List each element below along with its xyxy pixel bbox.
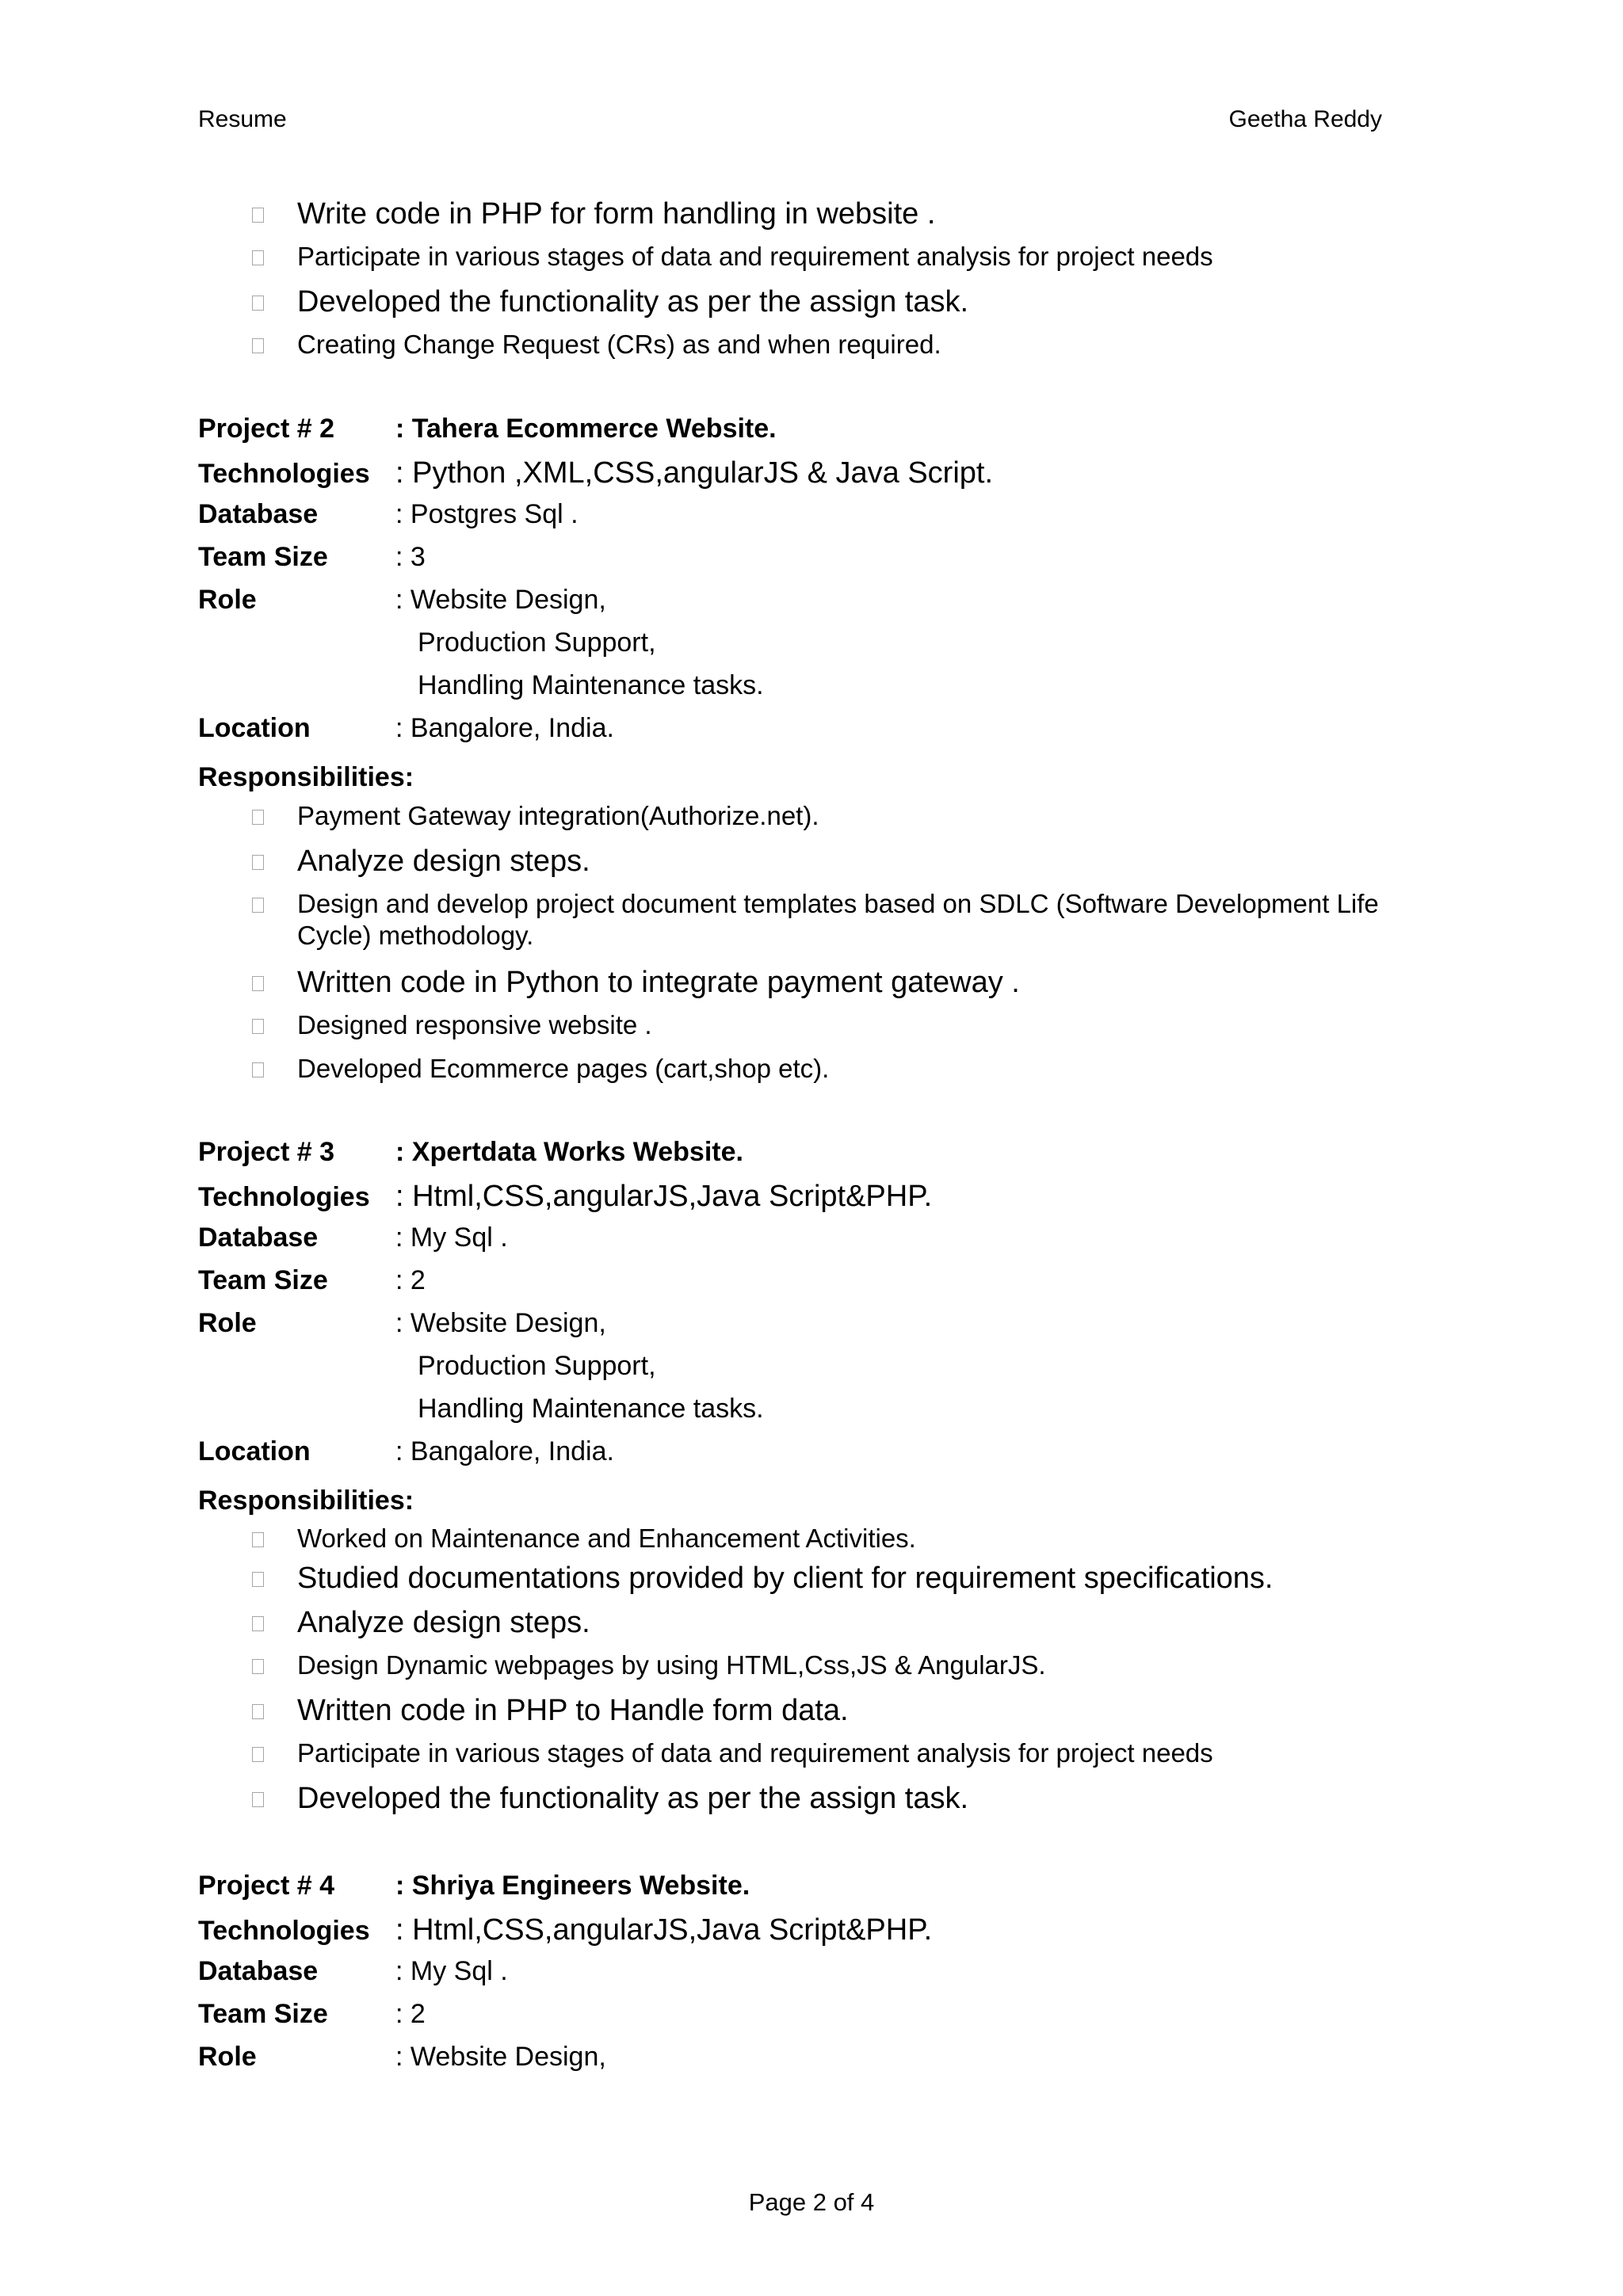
project-4-section — [198, 1871, 1466, 2084]
role-value: Production Support, — [418, 627, 656, 658]
list-item: Designed responsive website . — [198, 1009, 1442, 1053]
list-item: Design Dynamic webpages by using HTML,Css,JS & AngularJS. — [198, 1650, 1442, 1693]
location-label: Location — [198, 713, 311, 743]
project-label: Project # 2 — [198, 414, 334, 444]
database-label: Database — [198, 1222, 319, 1253]
location-value: : Bangalore, India. — [395, 1436, 614, 1466]
database-row — [198, 1222, 1466, 1265]
project-title-row — [198, 414, 1466, 456]
database-label: Database — [198, 499, 319, 529]
technologies-value: : Html,CSS,angularJS,Java Script&PHP. — [395, 1913, 933, 1947]
list-item: Analyze design steps. — [198, 844, 1442, 888]
list-item: Participate in various stages of data and requirement analysis for project needs — [198, 1737, 1442, 1781]
technologies-value: : Python ,XML,CSS,angularJS & Java Script. — [395, 456, 994, 490]
role-value: : Website Design, — [395, 585, 606, 615]
location-label: Location — [198, 1436, 311, 1466]
role-label: Role — [198, 585, 257, 615]
role-value: Handling Maintenance tasks. — [418, 1394, 764, 1424]
location-row — [198, 713, 1466, 756]
list-item: Written code in Python to integrate payment gateway . — [198, 965, 1442, 1009]
page-number: Page 2 of 4 — [748, 2188, 875, 2216]
list-item: Analyze design steps. — [198, 1605, 1442, 1650]
list-item: Design and develop project document templates based on SDLC (Software Development Life Cycle) methodology. — [198, 888, 1442, 965]
bullet-box-icon — [252, 1792, 264, 1807]
role-value: : Website Design, — [395, 2042, 606, 2072]
role-row — [198, 1308, 1466, 1351]
bullet-box-icon — [252, 338, 264, 353]
technologies-row — [198, 1180, 1466, 1222]
bullet-box-icon — [252, 250, 264, 265]
project-2-section — [198, 414, 1466, 799]
bullet-box-icon — [252, 1659, 264, 1674]
responsibilities-heading: Responsibilities: — [198, 762, 414, 792]
team-size-label: Team Size — [198, 1265, 328, 1295]
role-value: Handling Maintenance tasks. — [418, 670, 764, 700]
team-size-value: : 3 — [395, 542, 426, 572]
list-item: Studied documentations provided by client for requirement specifications. — [198, 1561, 1442, 1605]
role-label: Role — [198, 2042, 257, 2072]
bullet-box-icon — [252, 1062, 264, 1077]
role-row-cont — [198, 1351, 1466, 1394]
technologies-label: Technologies — [198, 459, 370, 489]
role-value: Production Support, — [418, 1351, 656, 1381]
team-size-row — [198, 1265, 1466, 1308]
database-row — [198, 499, 1466, 542]
database-label: Database — [198, 1956, 319, 1986]
header-left: Resume — [198, 106, 287, 132]
project-name: : Xpertdata Works Website. — [395, 1137, 743, 1167]
header-right: Geetha Reddy — [1228, 106, 1382, 132]
list-item: Worked on Maintenance and Enhancement Activities. — [198, 1523, 1442, 1561]
role-row — [198, 2042, 1466, 2084]
bullet-box-icon — [252, 1747, 264, 1762]
bullet-box-icon — [252, 1616, 264, 1631]
role-row — [198, 585, 1466, 627]
list-item: Participate in various stages of data and requirement analysis for project needs — [198, 241, 1442, 284]
technologies-label: Technologies — [198, 1916, 370, 1946]
project-3-responsibilities — [198, 1523, 1442, 1825]
bullet-box-icon — [252, 208, 264, 223]
project-title-row — [198, 1871, 1466, 1913]
technologies-row — [198, 456, 1466, 499]
bullet-box-icon — [252, 855, 264, 870]
list-item: Developed the functionality as per the assign task. — [198, 1781, 1442, 1825]
bullet-box-icon — [252, 1532, 264, 1547]
role-row-cont — [198, 670, 1466, 713]
bullet-box-icon — [252, 898, 264, 913]
team-size-row — [198, 542, 1466, 585]
responsibilities-heading: Responsibilities: — [198, 1486, 414, 1516]
role-row-cont — [198, 627, 1466, 670]
location-row — [198, 1436, 1466, 1479]
bullet-box-icon — [252, 296, 264, 311]
role-value: : Website Design, — [395, 1308, 606, 1338]
list-item: Developed the functionality as per the assign task. — [198, 284, 1442, 329]
database-value: : My Sql . — [395, 1956, 508, 1986]
team-size-row — [198, 1999, 1466, 2042]
team-size-value: : 2 — [395, 1999, 426, 2029]
role-label: Role — [198, 1308, 257, 1338]
project-name: : Tahera Ecommerce Website. — [395, 414, 777, 444]
project-label: Project # 4 — [198, 1871, 334, 1901]
project-2-responsibilities — [198, 800, 1442, 1097]
project-label: Project # 3 — [198, 1137, 334, 1167]
technologies-value: : Html,CSS,angularJS,Java Script&PHP. — [395, 1180, 933, 1213]
database-value: : My Sql . — [395, 1222, 508, 1253]
database-row — [198, 1956, 1466, 1999]
team-size-label: Team Size — [198, 1999, 328, 2029]
project-3-section — [198, 1137, 1466, 1522]
bullet-box-icon — [252, 810, 264, 825]
project-name: : Shriya Engineers Website. — [395, 1871, 750, 1901]
bullet-box-icon — [252, 1019, 264, 1034]
team-size-label: Team Size — [198, 542, 328, 572]
technologies-row — [198, 1913, 1466, 1956]
database-value: : Postgres Sql . — [395, 499, 579, 529]
bullet-box-icon — [252, 1704, 264, 1719]
project-title-row — [198, 1137, 1466, 1180]
list-item: Payment Gateway integration(Authorize.net). — [198, 800, 1442, 844]
team-size-value: : 2 — [395, 1265, 426, 1295]
technologies-label: Technologies — [198, 1182, 370, 1212]
bullet-box-icon — [252, 1572, 264, 1587]
location-value: : Bangalore, India. — [395, 713, 614, 743]
role-row-cont — [198, 1394, 1466, 1436]
list-item: Written code in PHP to Handle form data. — [198, 1693, 1442, 1737]
top-bullet-list — [198, 196, 1442, 372]
list-item: Creating Change Request (CRs) as and when required. — [198, 329, 1442, 372]
list-item: Write code in PHP for form handling in website . — [198, 196, 1442, 241]
list-item: Developed Ecommerce pages (cart,shop etc). — [198, 1053, 1442, 1097]
bullet-box-icon — [252, 976, 264, 991]
